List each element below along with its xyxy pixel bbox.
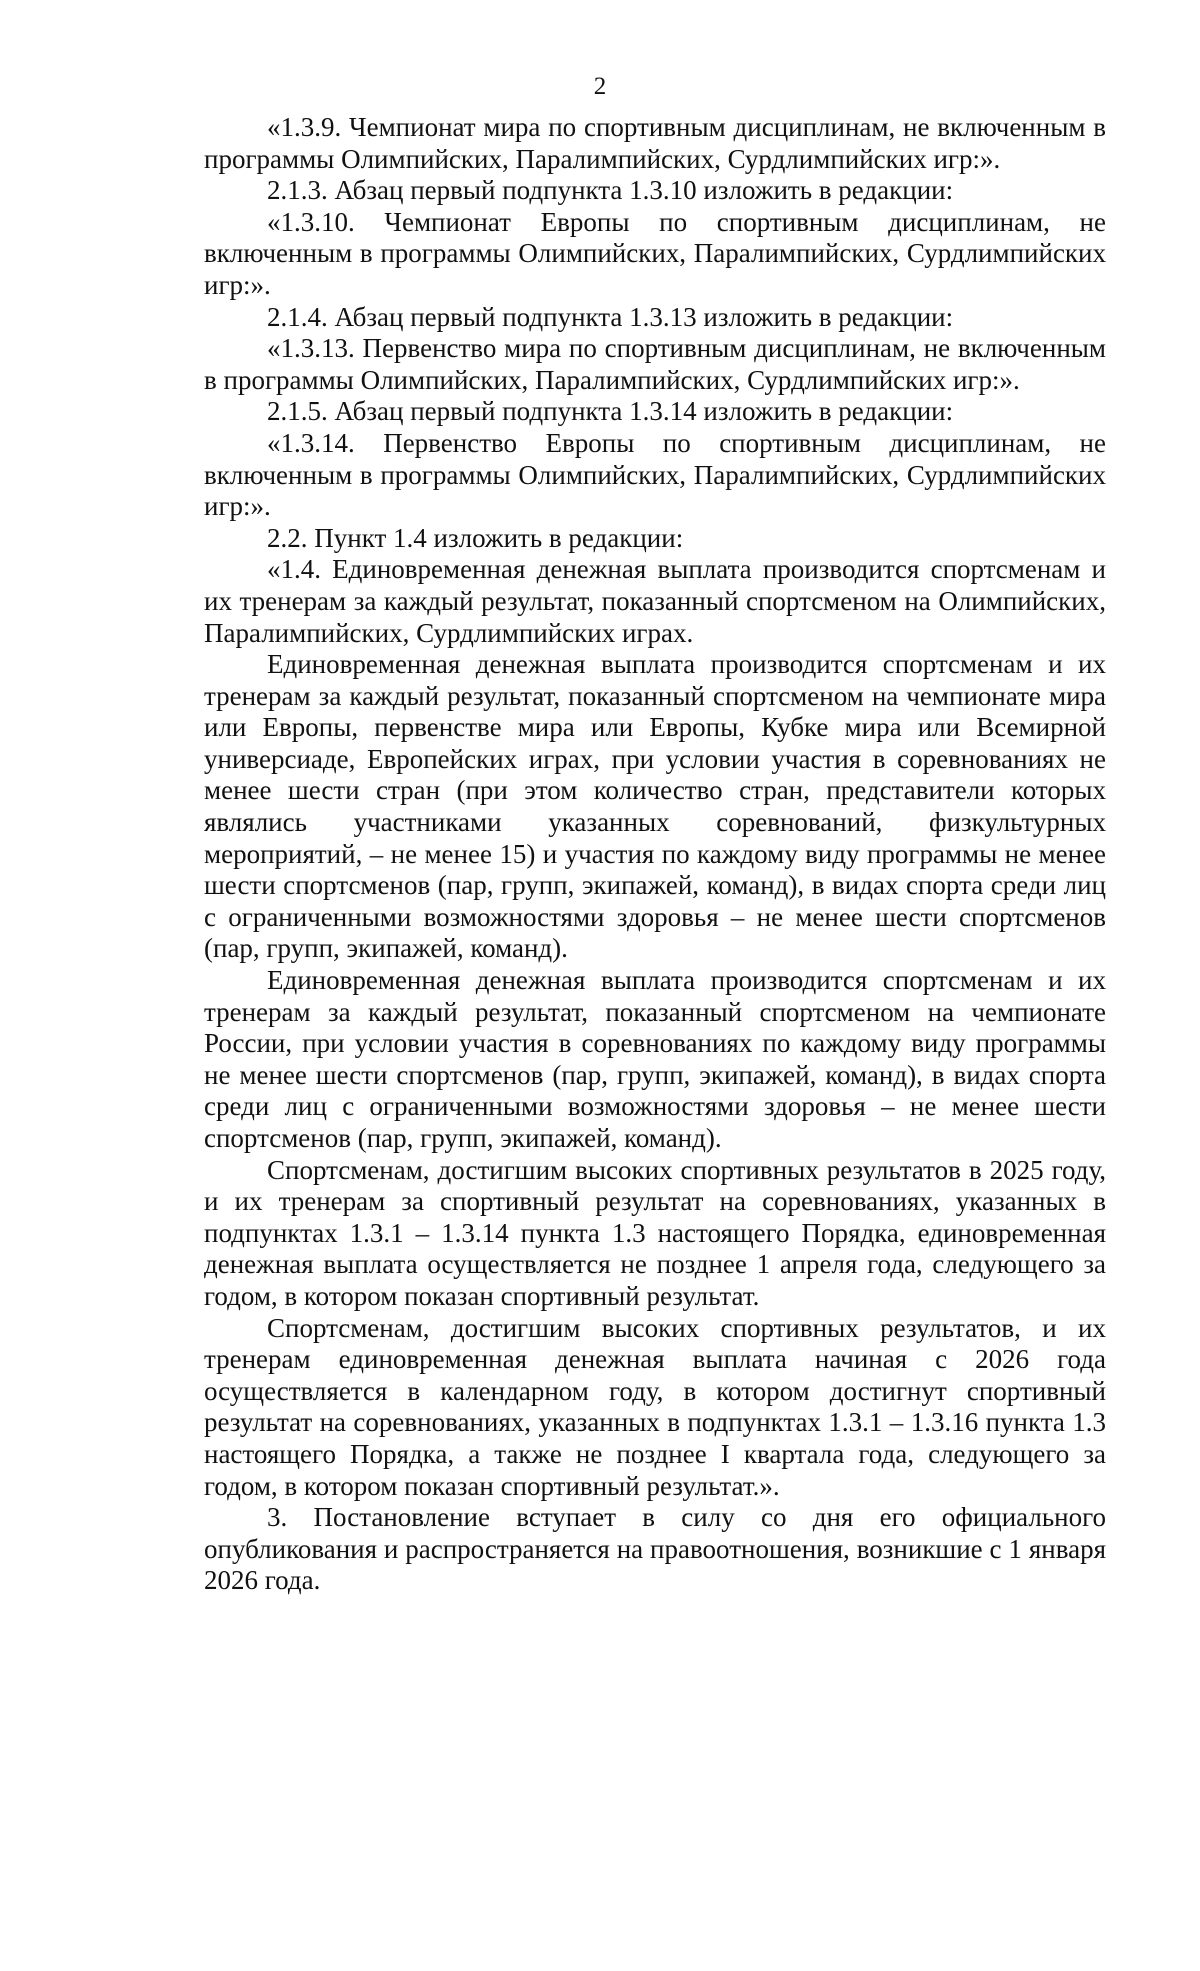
- paragraph-payment-2026: Спортсменам, достигшим высоких спортивных результатов, и их тренерам единовременная денежная выплата начиная с 2026 года осуществляется в календарном году, в котором достигнут спортивный результат на соревнованиях, указанных в подпунктах 1.3.1 – 1.3.16 пункта 1.3 настоящего Порядка, а также не позднее I квартала года, следующего за годом, в котором показан спортивный результат.».: [204, 1312, 1106, 1501]
- paragraph-2-1-3: 2.1.3. Абзац первый подпункта 1.3.10 изложить в редакции:: [267, 175, 954, 206]
- paragraph-2-1-5: 2.1.5. Абзац первый подпункта 1.3.14 изложить в редакции:: [267, 396, 954, 427]
- page-number: 2: [593, 73, 607, 100]
- paragraph-3-effective-date: 3. Постановление вступает в силу со дня его официального опубликования и распространяется на правоотношения, возникшие с 1 января 2026 года.: [204, 1502, 1106, 1596]
- document-body: [204, 112, 1106, 1597]
- paragraph-payment-2025: Спортсменам, достигшим высоких спортивных результатов в 2025 году, и их тренерам за спортивный результат на соревнованиях, указанных в подпунктах 1.3.1 – 1.3.14 пункта 1.3 настоящего Порядка, единовременная денежная выплата осуществляется не позднее 1 апреля года, следующего за годом, в котором показан спортивный результат.: [204, 1154, 1106, 1311]
- paragraph-payment-international: Единовременная денежная выплата производится спортсменам и их тренерам за каждый результат, показанный спортсменом на чемпионате мира или Европы, первенстве мира или Европы, Кубке мира или Всемирной универсиаде, Европейских играх, при условии участия в соревнованиях не менее шести стран (при этом количество стран, представители которых являлись участниками указанных соревнований, физкультурных мероприятий, – не менее 15) и участия по каждому виду программы не менее шести спортсменов (пар, групп, экипажей, команд), в видах спорта среди лиц с ограниченными возможностями здоровья – не менее шести спортсменов (пар, групп, экипажей, команд).: [204, 649, 1106, 964]
- paragraph-2-2: 2.2. Пункт 1.4 изложить в редакции:: [267, 522, 684, 553]
- paragraph-1-3-9: «1.3.9. Чемпионат мира по спортивным дисциплинам, не включенным в программы Олимпийских, Паралимпийских, Сурдлимпийских игр:».: [204, 112, 1106, 174]
- paragraph-1-4: «1.4. Единовременная денежная выплата производится спортсменам и их тренерам за каждый результат, показанный спортсменом на Олимпийских, Паралимпийских, Сурдлимпийских играх.: [204, 554, 1106, 648]
- paragraph-1-3-13: «1.3.13. Первенство мира по спортивным дисциплинам, не включенным в программы Олимпийских, Паралимпийских, Сурдлимпийских игр:».: [204, 333, 1106, 395]
- paragraph-1-3-14: «1.3.14. Первенство Европы по спортивным дисциплинам, не включенным в программы Олимпийских, Паралимпийских, Сурдлимпийских игр:».: [204, 427, 1106, 522]
- paragraph-payment-russia: Единовременная денежная выплата производится спортсменам и их тренерам за каждый результат, показанный спортсменом на чемпионате России, при условии участия в соревнованиях по каждому виду программы не менее шести спортсменов (пар, групп, экипажей, команд), в видах спорта среди лиц с ограниченными возможностями здоровья – не менее шести спортсменов (пар, групп, экипажей, команд).: [204, 965, 1106, 1153]
- paragraph-2-1-4: 2.1.4. Абзац первый подпункта 1.3.13 изложить в редакции:: [267, 301, 954, 332]
- paragraph-1-3-10: «1.3.10. Чемпионат Европы по спортивным дисциплинам, не включенным в программы Олимпийских, Паралимпийских, Сурдлимпийских игр:».: [204, 206, 1106, 300]
